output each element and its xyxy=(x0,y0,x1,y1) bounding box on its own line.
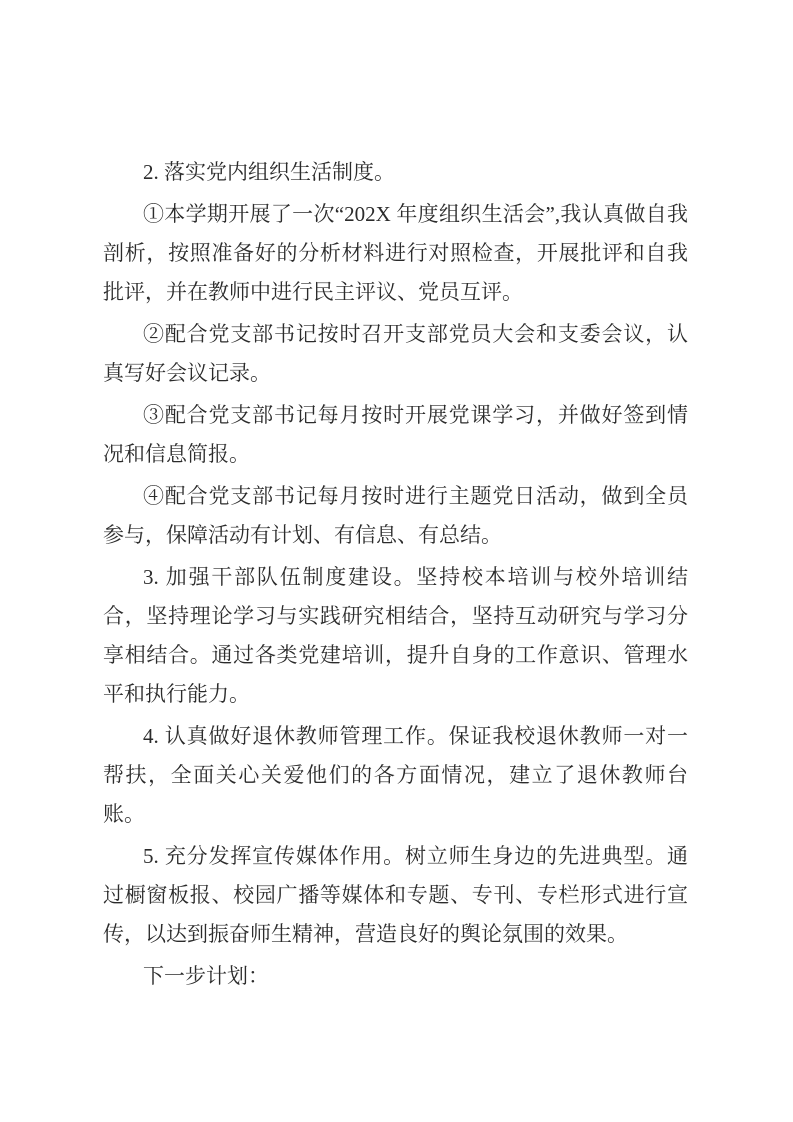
paragraph-item-2: 2. 落实党内组织生活制度。 xyxy=(143,160,395,184)
paragraph-next-step-plan: 下一步计划： xyxy=(143,964,269,988)
paragraph-theme-party-day: ④配合党支部书记每月按时进行主题党日活动，做到全员参与，保障活动有计划、有信息、有总结。 xyxy=(103,484,688,547)
paragraph-branch-meetings: ②配合党支部书记按时召开支部党员大会和支委会议，认真写好会议记录。 xyxy=(103,322,688,385)
document-body xyxy=(103,153,688,996)
paragraph-org-life-meeting: ①本学期开展了一次“202X 年度组织生活会”,我认真做自我剖析，按照准备好的分析材料进行对照检查，开展批评和自我批评，并在教师中进行民主评议、党员互评。 xyxy=(103,202,688,304)
paragraph-item-5: 5. 充分发挥宣传媒体作用。树立师生身边的先进典型。通过橱窗板报、校园广播等媒体和专题、专刊、专栏形式进行宣传，以达到振奋师生精神，营造良好的舆论氛围的效果。 xyxy=(103,844,688,946)
paragraph-item-4: 4. 认真做好退休教师管理工作。保证我校退休教师一对一帮扶，全面关心关爱他们的各方面情况，建立了退休教师台账。 xyxy=(103,724,688,826)
paragraph-party-lessons: ③配合党支部书记每月按时开展党课学习，并做好签到情况和信息简报。 xyxy=(103,403,688,466)
paragraph-item-3: 3. 加强干部队伍制度建设。坚持校本培训与校外培训结合，坚持理论学习与实践研究相结合，坚持互动研究与学习分享相结合。通过各类党建培训，提升自身的工作意识、管理水平和执行能力。 xyxy=(103,565,688,706)
